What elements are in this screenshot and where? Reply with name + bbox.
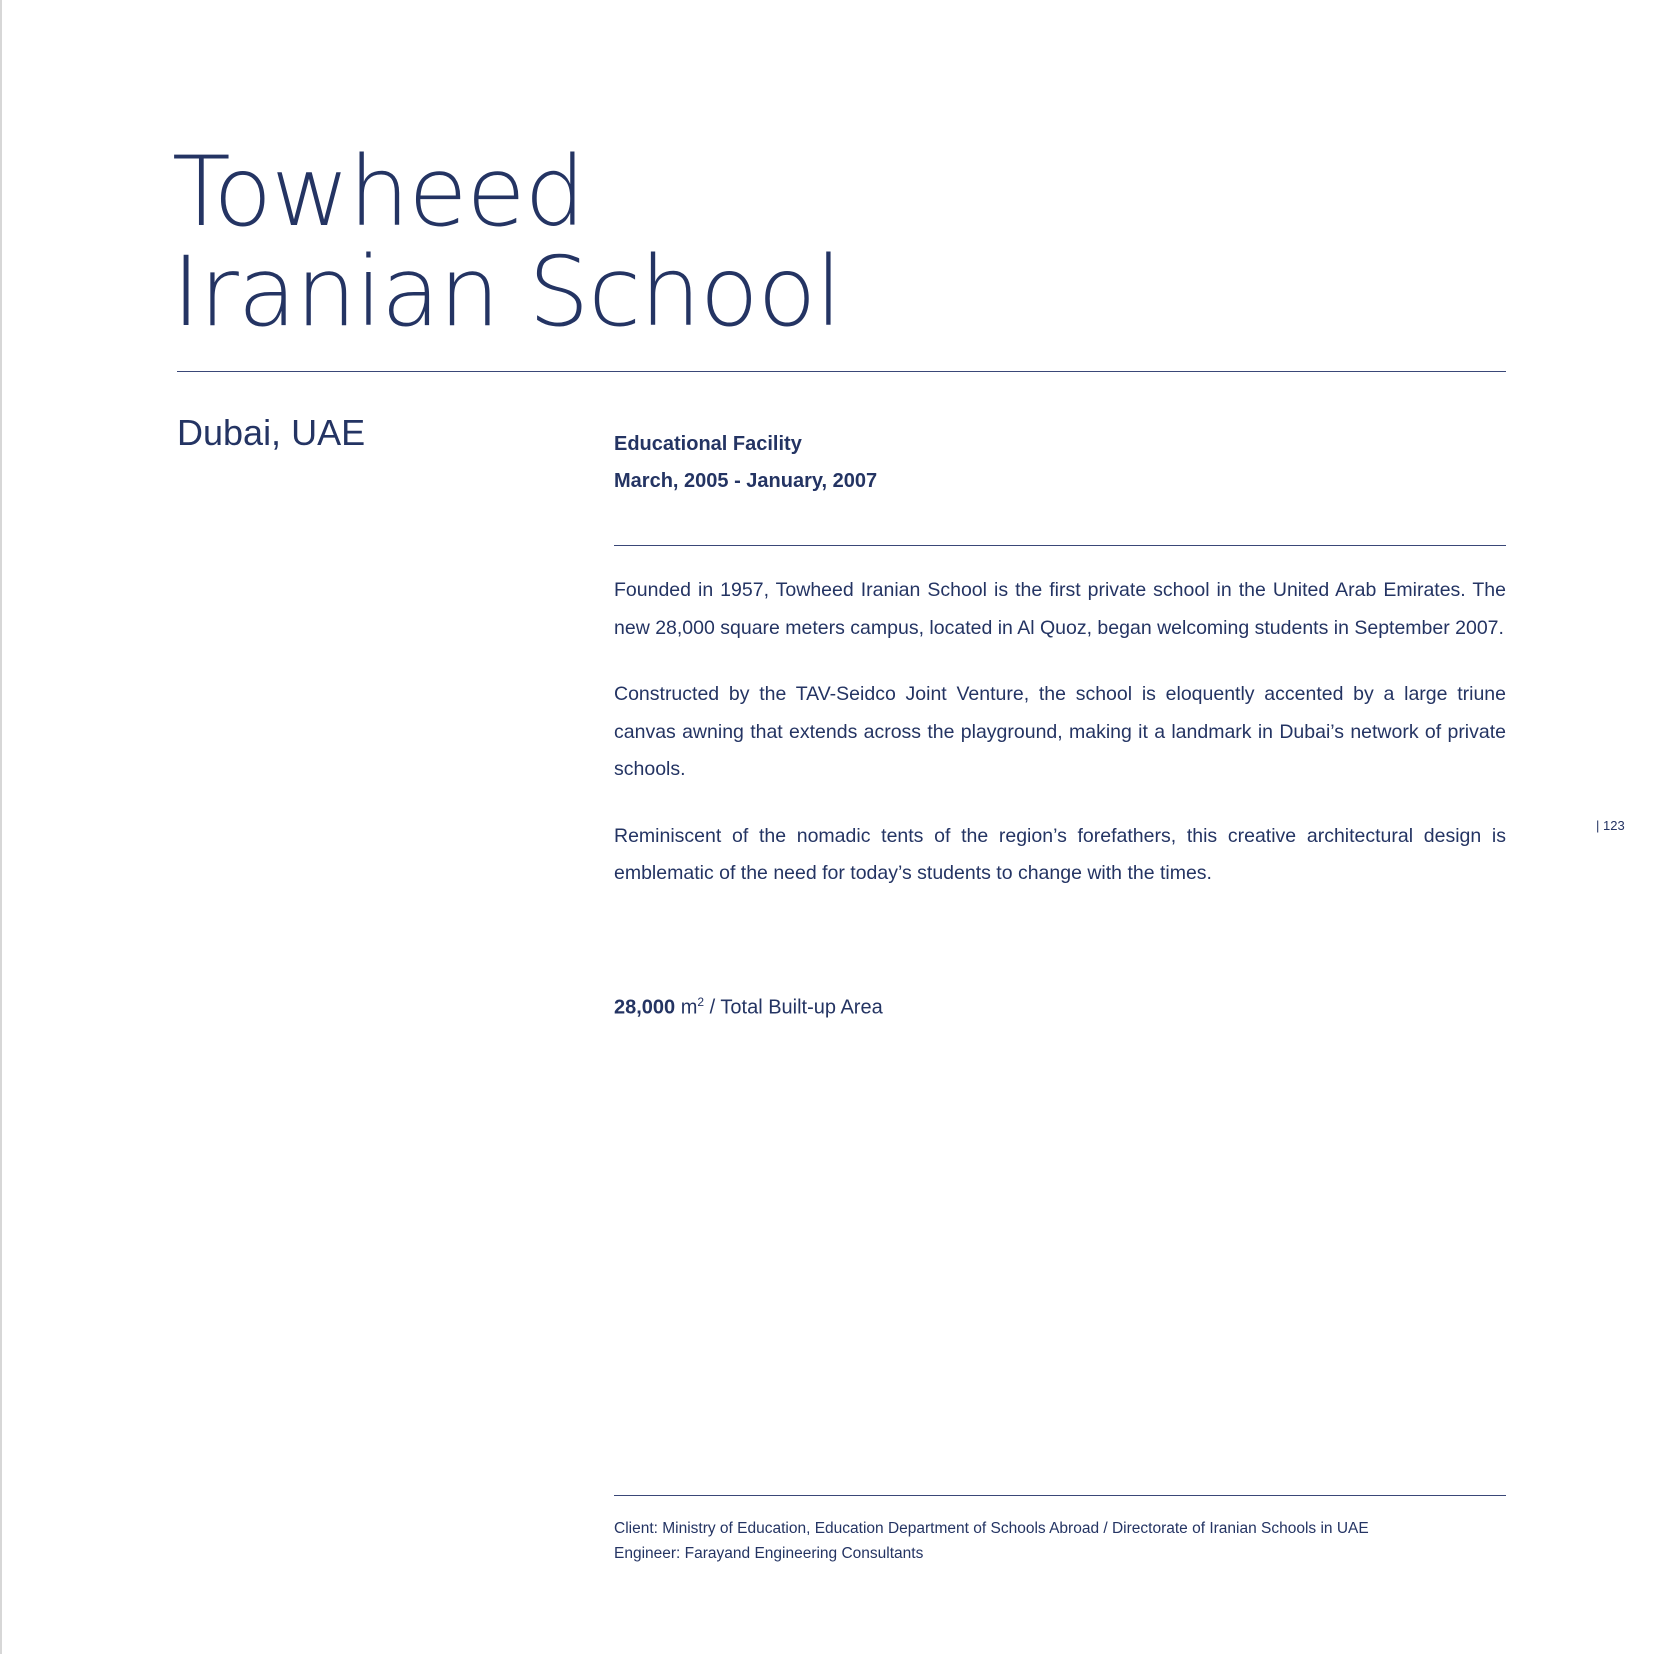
paragraph-2: Constructed by the TAV-Seidco Joint Venture, the school is eloquently accented by a large triune canvas awning that extends across the playground, making it a landmark in Dubai’s network of private schools. — [614, 683, 1506, 780]
credits — [614, 1516, 1369, 1566]
credits-divider — [614, 1495, 1506, 1496]
paragraph-3: Reminiscent of the nomadic tents of the region’s forefathers, this creative architectural design is emblematic of the need for today’s students to change with the times. — [614, 824, 1506, 884]
meta-divider — [614, 545, 1506, 546]
area-label: / Total Built-up Area — [704, 996, 883, 1019]
area-unit-sup: 2 — [697, 995, 705, 1009]
description — [614, 572, 1506, 922]
engineer-credit: Engineer: Farayand Engineering Consultants — [614, 1545, 924, 1562]
title-line-2: Iranian School — [172, 236, 842, 348]
project-dates: March, 2005 - January, 2007 — [614, 470, 878, 492]
page-title — [172, 136, 842, 348]
page-edge — [0, 0, 2, 1654]
title-line-1: Towheed — [172, 136, 585, 248]
title-divider — [177, 371, 1506, 372]
page-number: | 123 — [1596, 818, 1625, 833]
built-up-area — [614, 987, 883, 1023]
client-credit: Client: Ministry of Education, Education Department of Schools Abroad / Directorate of Iranian Schools in UAE — [614, 1520, 1369, 1537]
paragraph-1: Founded in 1957, Towheed Iranian School is the first private school in the United Arab Emirates. The new 28,000 square meters campus, located in Al Quoz, began welcoming students in September 2007. — [614, 579, 1506, 639]
location: Dubai, UAE — [177, 412, 366, 453]
area-unit: m — [680, 996, 698, 1019]
area-value: 28,000 — [614, 996, 676, 1019]
project-meta — [614, 426, 877, 500]
facility-type: Educational Facility — [614, 433, 802, 455]
